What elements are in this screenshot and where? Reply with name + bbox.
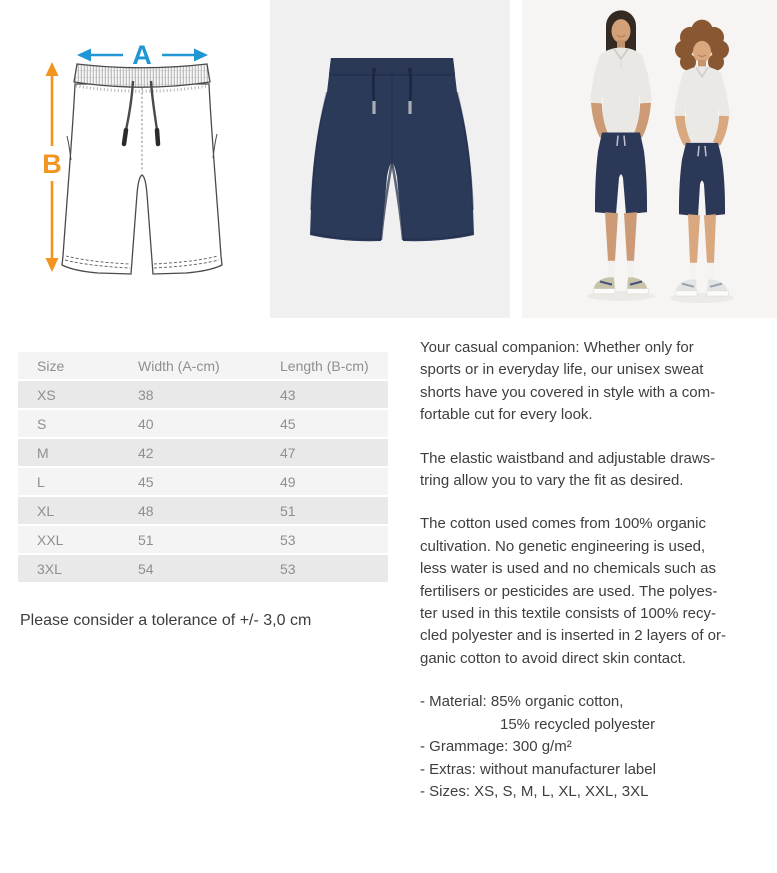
description-paragraph — [420, 448, 772, 493]
width-cell: 42 — [138, 439, 280, 466]
width-cell: 51 — [138, 526, 280, 553]
description-text-line: Your casual companion: Whether only for — [420, 339, 694, 356]
width-cell: 38 — [138, 381, 280, 408]
size-table — [18, 350, 388, 584]
table-row — [18, 555, 388, 582]
detail-grammage: - Grammage: 300 g/m² — [420, 738, 572, 756]
length-cell: 45 — [280, 410, 388, 437]
product-photo-image — [270, 0, 510, 318]
length-cell: 47 — [280, 439, 388, 466]
column-header-length: Length (B-cm) — [280, 352, 388, 379]
description-text-line: fertilisers or pesticides are used. The polyes- — [420, 582, 718, 600]
table-row — [18, 497, 388, 524]
product-details-list — [420, 691, 772, 803]
table-row — [18, 439, 388, 466]
product-images-row — [0, 0, 777, 320]
length-cell: 49 — [280, 468, 388, 495]
shorts-outline-drawing — [62, 64, 222, 274]
measurement-schematic-image — [20, 18, 270, 313]
description-paragraph — [420, 337, 772, 427]
description-text-line: fortable cut for every look. — [420, 406, 593, 424]
description-text-line: The cotton used comes from 100% organic — [420, 515, 706, 533]
description-text-line: sports or in everyday life, our unisex sweat — [420, 361, 704, 379]
size-cell: S — [18, 410, 138, 437]
length-label: B — [42, 149, 62, 179]
table-row — [18, 410, 388, 437]
table-row — [18, 526, 388, 553]
width-cell: 54 — [138, 555, 280, 582]
tolerance-note: Please consider a tolerance of +/- 3,0 cm — [20, 612, 312, 629]
description-paragraph — [420, 513, 772, 670]
description-text-line: cultivation. No genetic engineering is used, — [420, 537, 706, 555]
width-cell: 40 — [138, 410, 280, 437]
detail-material: - Material: 85% organic cotton, — [420, 693, 624, 711]
length-cell: 53 — [280, 526, 388, 553]
detail-material-continued: 15% recycled polyester — [500, 715, 656, 733]
size-cell: XXL — [18, 526, 138, 553]
description-text-line: shorts have you covered in style with a com- — [420, 383, 716, 401]
size-cell: XS — [18, 381, 138, 408]
description-text-line: tring allow you to vary the fit as desired. — [420, 472, 684, 490]
product-description — [420, 337, 772, 803]
description-text-line: less water is used and no chemicals such as — [420, 560, 716, 578]
length-cell: 51 — [280, 497, 388, 524]
description-text-line: cled polyester and is inserted in 2 layers of or- — [420, 627, 726, 645]
product-photo — [270, 0, 510, 318]
length-cell: 53 — [280, 555, 388, 582]
detail-extras: - Extras: without manufacturer label — [420, 760, 656, 778]
table-row — [18, 381, 388, 408]
column-header-size: Size — [18, 352, 138, 379]
models-photo-image — [522, 0, 777, 318]
width-cell: 48 — [138, 497, 280, 524]
column-header-width: Width (A-cm) — [138, 352, 280, 379]
size-cell: XL — [18, 497, 138, 524]
size-table-section — [18, 350, 388, 630]
measurement-schematic — [20, 18, 270, 313]
width-label: A — [132, 40, 152, 70]
description-text-line: The elastic waistband and adjustable draws- — [420, 449, 716, 467]
width-cell: 45 — [138, 468, 280, 495]
models-photo — [522, 0, 777, 318]
size-cell: M — [18, 439, 138, 466]
description-text-line: ter used in this textile consists of 100% recy- — [420, 605, 716, 623]
size-cell: L — [18, 468, 138, 495]
detail-sizes: - Sizes: XS, S, M, L, XL, XXL, 3XL — [420, 782, 649, 800]
length-cell: 43 — [280, 381, 388, 408]
table-header-row — [18, 352, 388, 379]
table-row — [18, 468, 388, 495]
size-cell: 3XL — [18, 555, 138, 582]
description-text-line: ganic cotton to avoid direct skin contact. — [420, 649, 686, 667]
